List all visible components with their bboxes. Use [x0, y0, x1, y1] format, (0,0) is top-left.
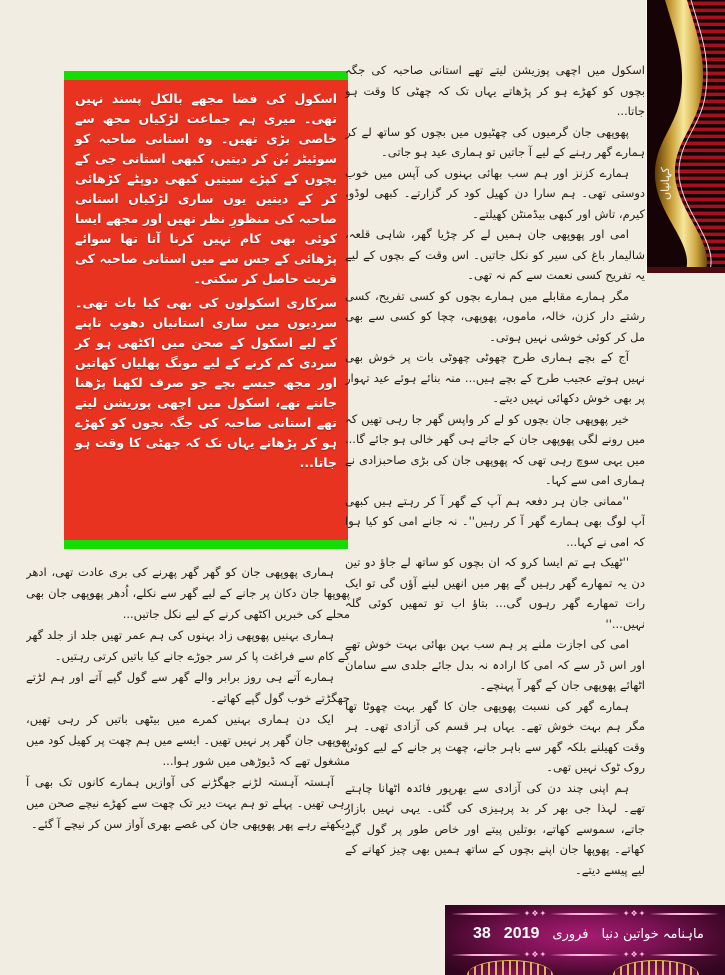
ornament-line: [649, 954, 719, 956]
sidebar-bottom-edge: [647, 267, 725, 273]
fan-ornament-icon: [613, 960, 699, 975]
left-text-column: [26, 562, 350, 894]
ornament-divider-bottom: [445, 949, 725, 960]
issue-year: 2019: [503, 925, 540, 942]
story-paragraph: ہماری بہنیں پھوپھی زاد بہنوں کی ہم عمر تھیں جلد از جلد گھر کے کام سے فراغت پا کر سر جوڑے جانے کیا باتیں کرتی رہتیں۔: [26, 628, 350, 663]
story-paragraph: ہمارے آتے ہی روز برابر والے گھر سے گول گپے آتے اور ہم لڑتے جھگڑتے خوب گول گپے کھاتے۔: [26, 670, 350, 705]
ornament-divider-top: [445, 908, 725, 919]
story-paragraph: امی اور پھوپھی جان ہمیں لے کر چڑیا گھر، شاہی قلعہ، شالیمار باغ کی سیر کو نکل جاتیں۔ اس وقت کے بچوں کے لیے یہ تفریح کسی نعمت سے کم نہ تھی۔: [345, 227, 645, 282]
story-paragraph: اسکول میں اچھی پوزیشن لیتے تھے استانی صاحبہ کی جگہ بچوں کو کھڑے ہو کر پڑھاتے یہاں تک کہ چھٹی کا وقت ہو جاتا...: [345, 63, 645, 118]
highlight-paragraph: اسکول کی فضا مجھے بالکل پسند نہیں تھی۔ میری ہم جماعت لڑکیاں مجھ سے خاصی بڑی تھیں۔ وہ استانی صاحبہ کو سوئیٹر بُن کر دیتیں، کبھی استانی جی کے بچوں کے کپڑے سیتیں کبھی دوپٹے کڑھائی کر کے دیتیں یوں ساری لڑکیاں استانی صاحبہ کی منظورِ نظر تھیں اور مجھے ایسا کوئی بھی کام نہیں کرنا آتا تھا سوائے پڑھائی کے جس سے میں استانی صاحبہ کی قربت حاصل کر سکتی۔: [75, 91, 337, 286]
story-paragraph: مگر ہمارے مقابلے میں ہمارے بچوں کو کسی تفریح، کسی رشتے دار کزن، خالہ، ماموں، پھوپھی، چچا کو کسی سے بھی مل کر کوئی خوشی نہیں ہوتی۔: [345, 288, 645, 344]
diamond-ornament-icon: ✦❖✦: [622, 949, 647, 959]
story-paragraph: خیر پھوپھی جان بچوں کو لے کر واپس گھر جا رہی تھیں کہ میں رونے لگی پھوپھی جان کے جاتے ہی گھر خالی ہو جائے گا... میں یہی سوچ رہی تھی کہ پھوپھی جان کی بڑی صاحبزادی نے ہماری امی سے کہا۔: [345, 411, 645, 487]
page-number: 38: [473, 925, 491, 942]
story-paragraph: ''ممانی جان ہر دفعہ ہم آپ کے گھر آ کر رہتے ہیں کبھی آپ لوگ بھی ہمارے گھر آ کر رہیں''۔ نہ جانے امی کو کیا ہوا کہ امی نے کہا...: [345, 493, 645, 549]
diamond-ornament-icon: ✦❖✦: [622, 908, 647, 918]
story-paragraph: آہستہ آہستہ لڑنے جھگڑنے کی آوازیں ہمارے کانوں تک بھی آ رہی تھیں۔ پہلے تو ہم بہت دیر تک چھت سے کھڑے نیچے صحن میں دیکھتے رہے پھر پھوپھی جان کی غصے بھری آواز سن کر نیچے آ گئے۔: [26, 775, 350, 831]
ornament-line: [649, 913, 719, 915]
story-highlight-box: [64, 71, 348, 549]
diamond-ornament-icon: ✦❖✦: [523, 908, 548, 918]
diamond-ornament-icon: ✦❖✦: [523, 949, 548, 959]
fan-ornament-icon: [467, 960, 553, 975]
ornament-line: [550, 913, 620, 915]
footer-fan-ornaments: [445, 960, 725, 975]
ornament-line: [451, 954, 521, 956]
story-paragraph: ہم اپنی چند دن کی آزادی سے بھرپور فائدہ اٹھانا چاہتے تھے۔ لہذا جی بھر کر بد پرہیزی کی گئی۔ یہی نہیں بازار جاتے، سموسے کھاتے، بوتلیں پیتے اور خاص طور پر گول گپے کھاتے۔ پھوپھا جان اپنے بچوں کے ساتھ ہمیں بھی چیز کھانے کے لیے پیسے دیتے۔: [345, 780, 645, 877]
issue-month: فروری: [552, 926, 589, 942]
story-paragraph: ایک دن ہماری بہنیں کمرے میں بیٹھی باتیں کر رہی تھیں، پھوپھی جان گھر پر نہیں تھیں۔ ایسے میں ہم چھت پر کھیل کود میں مشغول تھے کہ ڈیوڑھی میں شور ہوا...: [26, 712, 350, 768]
kahaniyan-label: کہانیاں: [659, 167, 672, 200]
footer-issue-row: [445, 919, 725, 949]
story-paragraph: امی کی اجازت ملنے پر ہم سب بہن بھائی بہت خوش تھے اور اس ڈر سے کہ امی کا ارادہ نہ بدل جائے جلدی سے سامان اٹھائے پھوپھی جان کے گھر آ پہنچے۔: [345, 637, 645, 692]
ornament-line: [451, 913, 521, 915]
story-paragraph: ''ٹھیک ہے تم ایسا کرو کہ ان بچوں کو ساتھ لے جاؤ دو تین دن یہ تمھارے گھر رہیں گے پھر میں انھیں لینے آؤں گی تو ایک رات تمھارے گھر رہوں گی... بتاؤ اب تو تمھیں کوئی گلہ نہیں...'': [345, 555, 645, 631]
section-tab-sidebar: [647, 0, 725, 273]
magazine-name: ماہنامہ خواتین دنیا: [601, 926, 704, 942]
story-paragraph: ہماری پھوپھی جان کو گھر گھر پھرنے کی بری عادت تھی، ادھر پھوپھا جان دکان پر جانے کے لیے گھر سے نکلے، اُدھر پھوپھی جان بھی محلے کی خبریں اکٹھی کرنے کے لیے نکل جاتیں...: [26, 565, 350, 621]
highlight-paragraph: سرکاری اسکولوں کی بھی کیا بات تھی۔ سردیوں میں ساری استانیاں دھوپ تاپنے کے لیے اسکول کے صحن میں اکٹھی ہو کر سردی کم کرنے کے لیے مونگ پھلیاں کھاتیں اور مجھ جیسے بچے جو صرف لکھنا پڑھنا جانتے تھے، اسکول میں اچھی پوزیشن لیتے تھے استانی صاحبہ کی جگہ بچوں کو کھڑے ہو کر پڑھاتے یہاں تک کہ چھٹی کا وقت ہو جاتا...: [75, 295, 337, 470]
story-paragraph: ہمارے کزنز اور ہم سب بھائی بہنوں کی آپس میں خوب دوستی تھی۔ ہم سارا دن کھیل کود کر گزارتے۔ کبھی لوڈو، کیرم، تاش اور کبھی بیڈمنٹن کھیلتے۔: [345, 165, 645, 221]
right-text-column: [345, 60, 645, 912]
story-paragraph: پھوپھی جان گرمیوں کی چھٹیوں میں بچوں کو ساتھ لے کر ہمارے گھر رہنے کے لیے آ جاتیں تو ہماری عید ہو جاتی۔: [345, 124, 645, 159]
sidebar-artwork: [647, 0, 725, 273]
page-footer: [445, 905, 725, 975]
ornament-line: [550, 954, 620, 956]
story-paragraph: ہمارے گھر کی نسبت پھوپھی جان کا گھر بہت چھوٹا تھا مگر ہم بہت خوش تھے۔ یہاں ہر قسم کی آزادی تھی۔ ہر وقت کھیلنے بلکہ گھر سے باہر جانے، چھت پر جانے کے لیے کوئی روک ٹوک نہیں تھی۔: [345, 698, 645, 774]
story-paragraph: آج کے بچے ہماری طرح چھوٹی چھوٹی بات پر خوش بھی نہیں ہوتے عجیب طرح کے بچے ہیں... منہ بنائے ہوئے عید تہوار پر بھی خوش دکھائی نہیں دیتے۔: [345, 350, 645, 405]
